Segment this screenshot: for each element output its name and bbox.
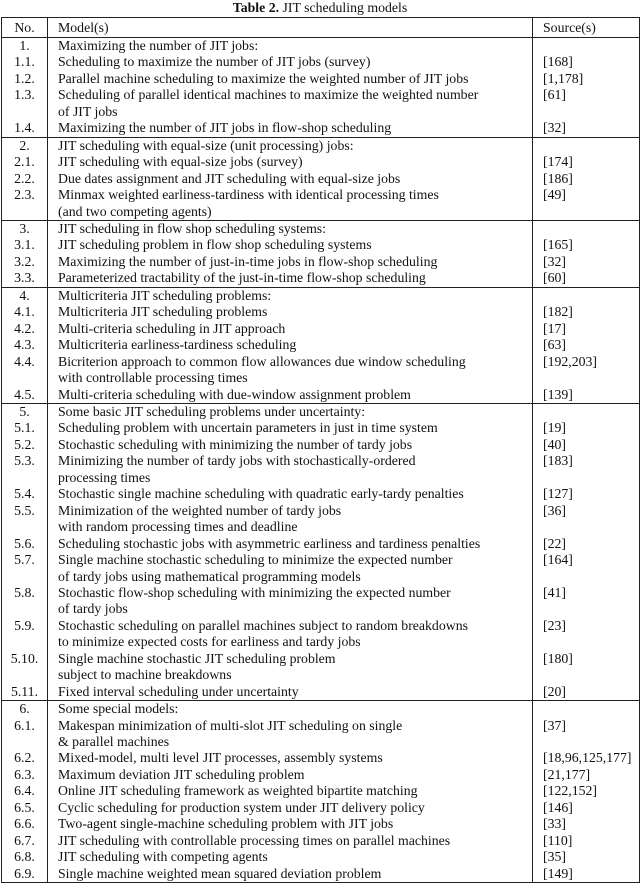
- table-row: [2, 651, 640, 684]
- model-text: & parallel machines: [58, 734, 170, 750]
- source-cell: [182]: [533, 304, 640, 320]
- table-row: [2, 354, 640, 387]
- header-row: [2, 18, 640, 38]
- source-cell: [174]: [533, 154, 640, 170]
- row-number: 6.3.: [2, 767, 48, 783]
- model-cell: [48, 552, 533, 585]
- source-cell: [18,96,125,177]: [533, 750, 640, 766]
- model-cell: [48, 304, 533, 320]
- row-number: 3.1.: [2, 237, 48, 253]
- source-cell: [110]: [533, 833, 640, 849]
- model-cell: [48, 684, 533, 701]
- model-text: Minmax weighted earliness-tardiness with identical processing times: [58, 187, 439, 203]
- row-number: 5.1.: [2, 420, 48, 436]
- table-row: [2, 833, 640, 849]
- source-cell: [165]: [533, 237, 640, 253]
- model-cell: [48, 38, 533, 55]
- table-row: [2, 849, 640, 865]
- row-number: 6.9.: [2, 866, 48, 883]
- model-text: Scheduling of parallel identical machines to maximize the weighted number: [58, 87, 479, 103]
- table-row: [2, 486, 640, 502]
- table-body: [2, 38, 640, 883]
- model-text: Cyclic scheduling for production system under JIT delivery policy: [58, 799, 425, 815]
- row-number: 1.2.: [2, 71, 48, 87]
- table-row: [2, 783, 640, 799]
- model-cell: [48, 237, 533, 253]
- model-cell: [48, 137, 533, 154]
- table-row: [2, 87, 640, 120]
- table-row: [2, 420, 640, 436]
- model-text: Minimization of the weighted number of tardy jobs: [58, 502, 342, 518]
- source-cell: [139]: [533, 387, 640, 404]
- row-number: 5.4.: [2, 486, 48, 502]
- model-text: with controllable processing times: [58, 370, 248, 386]
- model-cell: [48, 651, 533, 684]
- model-text: Multi-criteria scheduling in JIT approach: [58, 320, 286, 336]
- model-cell: [48, 833, 533, 849]
- model-cell: [48, 54, 533, 70]
- model-text: JIT scheduling with equal-size (unit processing) jobs:: [58, 137, 354, 153]
- row-number: 6.4.: [2, 783, 48, 799]
- table-row: [2, 684, 640, 701]
- model-text: Multicriteria JIT scheduling problems: [58, 304, 268, 320]
- model-text: Two-agent single-machine scheduling problem with JIT jobs: [58, 816, 394, 832]
- source-cell: [63]: [533, 337, 640, 353]
- table-row: [2, 254, 640, 270]
- model-cell: [48, 503, 533, 536]
- table-row: [2, 237, 640, 253]
- section-row: [2, 220, 640, 237]
- model-text: with random processing times and deadline: [58, 519, 298, 535]
- table-row: [2, 171, 640, 187]
- source-cell: [192,203]: [533, 354, 640, 387]
- model-text: Scheduling stochastic jobs with asymmetric earliness and tardiness penalties: [58, 535, 481, 551]
- source-cell: [533, 287, 640, 304]
- model-text: Single machine stochastic scheduling to minimize the expected number: [58, 552, 453, 568]
- model-text: Minimizing the number of tardy jobs with stochastically-ordered: [58, 453, 416, 469]
- table-row: [2, 767, 640, 783]
- table-row: [2, 718, 640, 751]
- section-row: [2, 701, 640, 718]
- source-cell: [33]: [533, 816, 640, 832]
- table-row: [2, 552, 640, 585]
- table-row: [2, 120, 640, 137]
- row-number: 6.5.: [2, 800, 48, 816]
- model-cell: [48, 618, 533, 651]
- model-cell: [48, 220, 533, 237]
- model-text: Single machine weighted mean squared deviation problem: [58, 865, 382, 881]
- table-row: [2, 866, 640, 883]
- source-cell: [122,152]: [533, 783, 640, 799]
- model-cell: [48, 171, 533, 187]
- source-cell: [183]: [533, 453, 640, 486]
- model-cell: [48, 767, 533, 783]
- row-number: 6.8.: [2, 849, 48, 865]
- source-cell: [37]: [533, 718, 640, 751]
- source-cell: [533, 220, 640, 237]
- row-number: 2.1.: [2, 154, 48, 170]
- model-text: JIT scheduling problem in flow shop scheduling systems: [58, 237, 372, 253]
- model-cell: [48, 816, 533, 832]
- model-cell: [48, 71, 533, 87]
- row-number: 1.: [2, 38, 48, 55]
- source-cell: [20]: [533, 684, 640, 701]
- source-cell: [32]: [533, 120, 640, 137]
- model-text: JIT scheduling with equal-size jobs (survey): [58, 154, 303, 170]
- model-text: Parallel machine scheduling to maximize the weighted number of JIT jobs: [58, 70, 469, 86]
- model-cell: [48, 750, 533, 766]
- source-cell: [19]: [533, 420, 640, 436]
- model-text: Online JIT scheduling framework as weighted bipartite matching: [58, 783, 418, 799]
- source-cell: [1,178]: [533, 71, 640, 87]
- source-cell: [168]: [533, 54, 640, 70]
- table-row: [2, 585, 640, 618]
- model-cell: [48, 403, 533, 420]
- model-text: processing times: [58, 469, 151, 485]
- row-number: 5.: [2, 403, 48, 420]
- model-text: Stochastic single machine scheduling with quadratic early-tardy penalties: [58, 486, 464, 502]
- table-row: [2, 54, 640, 70]
- model-text: Stochastic scheduling on parallel machines subject to random breakdowns: [58, 617, 468, 633]
- row-number: 3.2.: [2, 254, 48, 270]
- row-number: 6.6.: [2, 816, 48, 832]
- model-text: JIT scheduling in flow shop scheduling systems:: [58, 220, 327, 236]
- row-number: 2.3.: [2, 187, 48, 220]
- row-number: 3.: [2, 220, 48, 237]
- model-text: subject to machine breakdowns: [58, 667, 232, 683]
- row-number: 6.1.: [2, 718, 48, 751]
- row-number: 6.: [2, 701, 48, 718]
- table-caption: [0, 0, 640, 17]
- table-row: [2, 270, 640, 287]
- table-caption-text: JIT scheduling models: [282, 0, 408, 15]
- source-cell: [17]: [533, 321, 640, 337]
- table-row: [2, 437, 640, 453]
- row-number: 5.8.: [2, 585, 48, 618]
- model-text: Single machine stochastic JIT scheduling problem: [58, 650, 336, 666]
- model-cell: [48, 486, 533, 502]
- source-cell: [60]: [533, 270, 640, 287]
- table-row: [2, 618, 640, 651]
- source-cell: [149]: [533, 866, 640, 883]
- table-row: [2, 321, 640, 337]
- table-row: [2, 187, 640, 220]
- model-text: Maximizing the number of JIT jobs in flow-shop scheduling: [58, 120, 392, 136]
- source-cell: [21,177]: [533, 767, 640, 783]
- source-cell: [40]: [533, 437, 640, 453]
- model-text: Bicriterion approach to common flow allowances due window scheduling: [58, 353, 466, 369]
- model-text: Due dates assignment and JIT scheduling with equal-size jobs: [58, 170, 401, 186]
- source-cell: [41]: [533, 585, 640, 618]
- model-cell: [48, 453, 533, 486]
- model-text: Some special models:: [58, 701, 179, 717]
- row-number: 5.5.: [2, 503, 48, 536]
- jit-models-table: [1, 17, 640, 883]
- table-row: [2, 337, 640, 353]
- table-caption-label: Table 2.: [232, 0, 280, 15]
- model-text: Mixed-model, multi level JIT processes, assembly systems: [58, 750, 383, 766]
- model-cell: [48, 154, 533, 170]
- row-number: 5.7.: [2, 552, 48, 585]
- model-cell: [48, 536, 533, 552]
- row-number: 5.11.: [2, 684, 48, 701]
- model-cell: [48, 420, 533, 436]
- source-cell: [146]: [533, 800, 640, 816]
- model-cell: [48, 337, 533, 353]
- section-row: [2, 38, 640, 55]
- row-number: 5.9.: [2, 618, 48, 651]
- section-row: [2, 137, 640, 154]
- row-number: 4.2.: [2, 321, 48, 337]
- model-text: Multicriteria earliness-tardiness scheduling: [58, 337, 297, 353]
- model-text: Makespan minimization of multi-slot JIT scheduling on single: [58, 717, 403, 733]
- row-number: 6.2.: [2, 750, 48, 766]
- model-cell: [48, 254, 533, 270]
- model-cell: [48, 87, 533, 120]
- model-text: Multi-criteria scheduling with due-window assignment problem: [58, 386, 411, 402]
- section-row: [2, 403, 640, 420]
- table-row: [2, 816, 640, 832]
- row-number: 5.10.: [2, 651, 48, 684]
- table-row: [2, 800, 640, 816]
- row-number: 4.3.: [2, 337, 48, 353]
- row-number: 3.3.: [2, 270, 48, 287]
- model-text: of tardy jobs: [58, 601, 128, 617]
- model-text: Some basic JIT scheduling problems under uncertainty:: [58, 403, 366, 419]
- row-number: 5.6.: [2, 536, 48, 552]
- row-number: 4.1.: [2, 304, 48, 320]
- model-text: Maximizing the number of JIT jobs:: [58, 38, 259, 53]
- model-cell: [48, 270, 533, 287]
- model-text: JIT scheduling with controllable processing times on parallel machines: [58, 832, 451, 848]
- table-row: [2, 71, 640, 87]
- section-row: [2, 287, 640, 304]
- table-row: [2, 536, 640, 552]
- source-cell: [533, 701, 640, 718]
- source-cell: [49]: [533, 187, 640, 220]
- source-cell: [61]: [533, 87, 640, 120]
- row-number: 4.4.: [2, 354, 48, 387]
- row-number: 2.2.: [2, 171, 48, 187]
- model-text: Stochastic flow-shop scheduling with minimizing the expected number: [58, 584, 451, 600]
- model-cell: [48, 866, 533, 883]
- row-number: 5.3.: [2, 453, 48, 486]
- model-text: to minimize expected costs for earliness and tardy jobs: [58, 634, 361, 650]
- model-text: Parameterized tractability of the just-in-time flow-shop scheduling: [58, 270, 426, 286]
- model-cell: [48, 120, 533, 137]
- model-cell: [48, 800, 533, 816]
- table-row: [2, 750, 640, 766]
- source-cell: [180]: [533, 651, 640, 684]
- source-cell: [533, 137, 640, 154]
- model-text: Maximum deviation JIT scheduling problem: [58, 766, 305, 782]
- model-text: Stochastic scheduling with minimizing the number of tardy jobs: [58, 436, 413, 452]
- model-cell: [48, 354, 533, 387]
- source-cell: [533, 38, 640, 55]
- model-cell: [48, 701, 533, 718]
- row-number: 6.7.: [2, 833, 48, 849]
- source-cell: [164]: [533, 552, 640, 585]
- model-cell: [48, 287, 533, 304]
- model-text: of tardy jobs using mathematical programming models: [58, 568, 361, 584]
- table-row: [2, 387, 640, 404]
- model-text: (and two competing agents): [58, 203, 212, 219]
- source-cell: [127]: [533, 486, 640, 502]
- model-text: of JIT jobs: [58, 103, 118, 119]
- table-row: [2, 154, 640, 170]
- row-number: 4.5.: [2, 387, 48, 404]
- header-source: Source(s): [533, 18, 640, 38]
- model-cell: [48, 585, 533, 618]
- header-no: No.: [2, 18, 48, 38]
- table-row: [2, 503, 640, 536]
- row-number: 5.2.: [2, 437, 48, 453]
- model-text: Scheduling problem with uncertain parameters in just in time system: [58, 420, 438, 436]
- source-cell: [32]: [533, 254, 640, 270]
- model-text: Maximizing the number of just-in-time jobs in flow-shop scheduling: [58, 253, 438, 269]
- model-cell: [48, 783, 533, 799]
- row-number: 1.1.: [2, 54, 48, 70]
- table-row: [2, 453, 640, 486]
- model-text: JIT scheduling with competing agents: [58, 849, 268, 865]
- source-cell: [22]: [533, 536, 640, 552]
- source-cell: [35]: [533, 849, 640, 865]
- model-text: Multicriteria JIT scheduling problems:: [58, 287, 272, 303]
- source-cell: [533, 403, 640, 420]
- row-number: 2.: [2, 137, 48, 154]
- source-cell: [36]: [533, 503, 640, 536]
- model-text: Fixed interval scheduling under uncertainty: [58, 683, 299, 699]
- table-row: [2, 304, 640, 320]
- model-cell: [48, 187, 533, 220]
- model-text: Scheduling to maximize the number of JIT jobs (survey): [58, 54, 371, 70]
- model-cell: [48, 718, 533, 751]
- row-number: 4.: [2, 287, 48, 304]
- row-number: 1.4.: [2, 120, 48, 137]
- source-cell: [23]: [533, 618, 640, 651]
- model-cell: [48, 321, 533, 337]
- header-model: Model(s): [48, 18, 533, 38]
- model-cell: [48, 849, 533, 865]
- source-cell: [186]: [533, 171, 640, 187]
- model-cell: [48, 387, 533, 404]
- model-cell: [48, 437, 533, 453]
- row-number: 1.3.: [2, 87, 48, 120]
